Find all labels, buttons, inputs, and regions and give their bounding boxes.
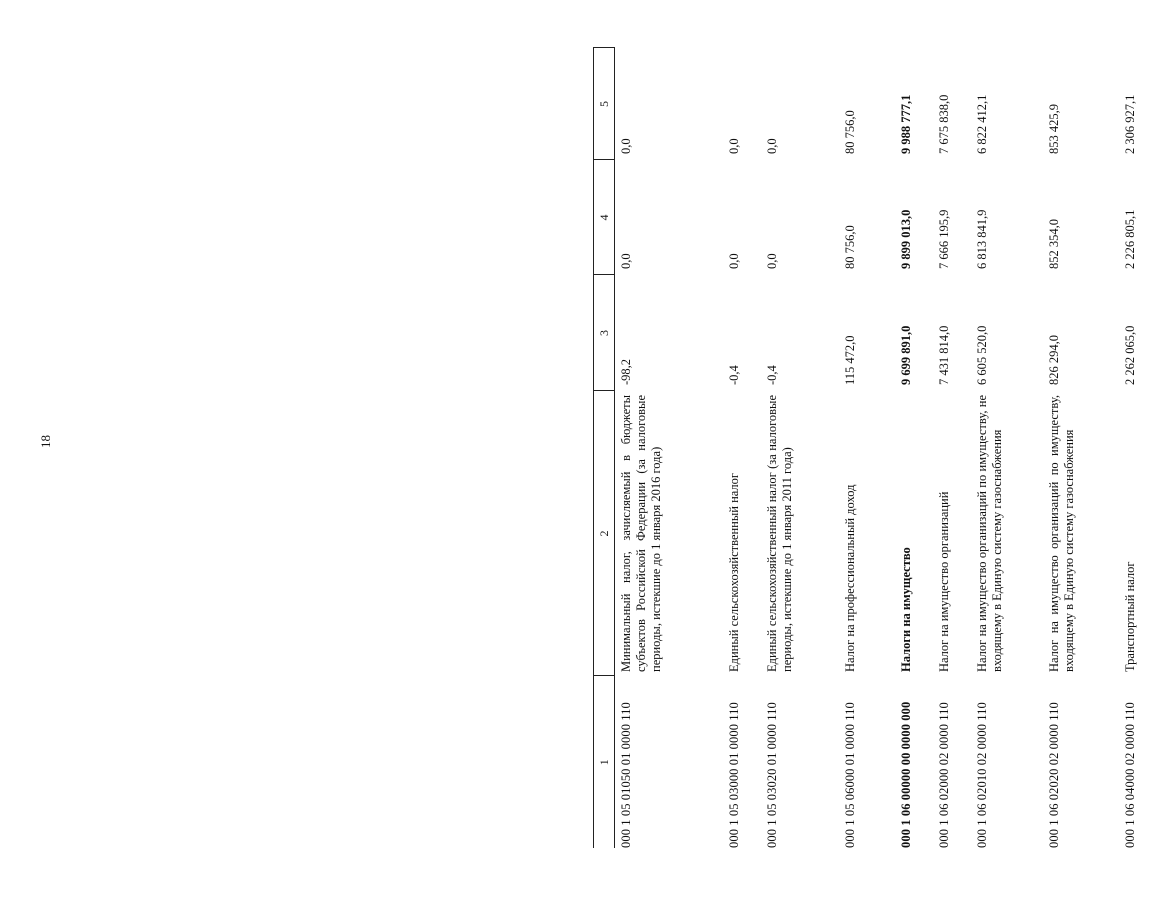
row-code: 000 1 05 01050 01 0000 110 [619,702,633,848]
row-value-5: 7 675 838,0 [937,94,951,154]
table-row [1119,48,1151,848]
row-value-4: 80 756,0 [843,225,857,269]
row-name: Минимальный налог, зачисляемый в бюджеты субъектов Российской Федерации (за налоговые периоды, истекшие до 1 января 2016 года) [619,395,663,672]
row-value-5: 6 822 412,1 [975,94,989,154]
row-name: Единый сельскохозяйственный налог (за налоговые периоды, истекшие до 1 января 2011 года) [765,395,794,672]
row-code: 000 1 05 06000 01 0000 110 [843,702,857,848]
row-value-3: -0,4 [727,365,741,385]
row-name: Налог на имущество организаций [937,491,951,672]
row-value-4: 852 354,0 [1047,219,1061,269]
row-value-3: 7 431 814,0 [937,325,951,385]
rotated-table-area [593,48,1137,848]
row-value-5: 853 425,9 [1047,104,1061,154]
row-code: 000 1 06 02000 02 0000 110 [937,702,951,848]
col-header-1: 1 [594,676,615,848]
row-value-5: 9 988 777,1 [899,94,913,154]
row-code: 000 1 06 02020 02 0000 110 [1047,702,1061,848]
table-row [723,48,761,848]
revenue-table [593,48,1151,849]
row-value-3: 9 699 891,0 [899,325,913,385]
row-value-4: 6 813 841,9 [975,209,989,269]
table-row [933,48,971,848]
row-value-3: 6 605 520,0 [975,325,989,385]
col-header-2: 2 [594,391,615,676]
row-code: 000 1 06 02010 02 0000 110 [975,702,989,848]
row-value-5: 0,0 [619,138,633,154]
row-code: 000 1 06 00000 00 0000 000 [899,701,913,848]
row-value-5: 0,0 [727,138,741,154]
table-row [895,48,933,848]
row-value-3: 2 262 065,0 [1123,325,1137,385]
row-name: Транспортный налог [1123,561,1137,672]
row-name: Налоги на имущество [899,547,913,672]
table-row [761,48,839,848]
row-value-3: 826 294,0 [1047,335,1061,385]
row-name: Налог на профессиональный доход [843,484,857,672]
row-name: Единый сельскохозяйственный налог [727,472,741,672]
table-row [615,48,724,848]
table-row [971,48,1043,848]
row-value-4: 7 666 195,9 [937,209,951,269]
row-value-5: 2 306 927,1 [1123,94,1137,154]
row-value-5: 80 756,0 [843,110,857,154]
row-value-4: 0,0 [765,253,779,269]
row-code: 000 1 06 04000 02 0000 110 [1123,702,1137,848]
col-header-4: 4 [594,160,615,275]
table-row [1043,48,1119,848]
row-name: Налог на имущество организаций по имуществу, не входящему в Единую систему газоснабжения [975,395,1004,672]
row-value-4: 0,0 [619,253,633,269]
page-number: 18 [38,435,53,448]
col-header-5: 5 [594,48,615,160]
table-row [839,48,895,848]
row-code: 000 1 05 03020 01 0000 110 [765,702,779,848]
row-value-3: 115 472,0 [843,335,857,385]
row-value-3: -0,4 [765,365,779,385]
row-name: Налог на имущество организаций по имуществу, входящему в Единую систему газоснабжения [1047,395,1076,672]
row-value-4: 0,0 [727,253,741,269]
row-value-5: 0,0 [765,138,779,154]
table-header-row [594,48,615,848]
row-code: 000 1 05 03000 01 0000 110 [727,702,741,848]
col-header-3: 3 [594,275,615,391]
row-value-4: 9 899 013,0 [899,209,913,269]
row-value-4: 2 226 805,1 [1123,209,1137,269]
row-value-3: -98,2 [619,358,633,385]
